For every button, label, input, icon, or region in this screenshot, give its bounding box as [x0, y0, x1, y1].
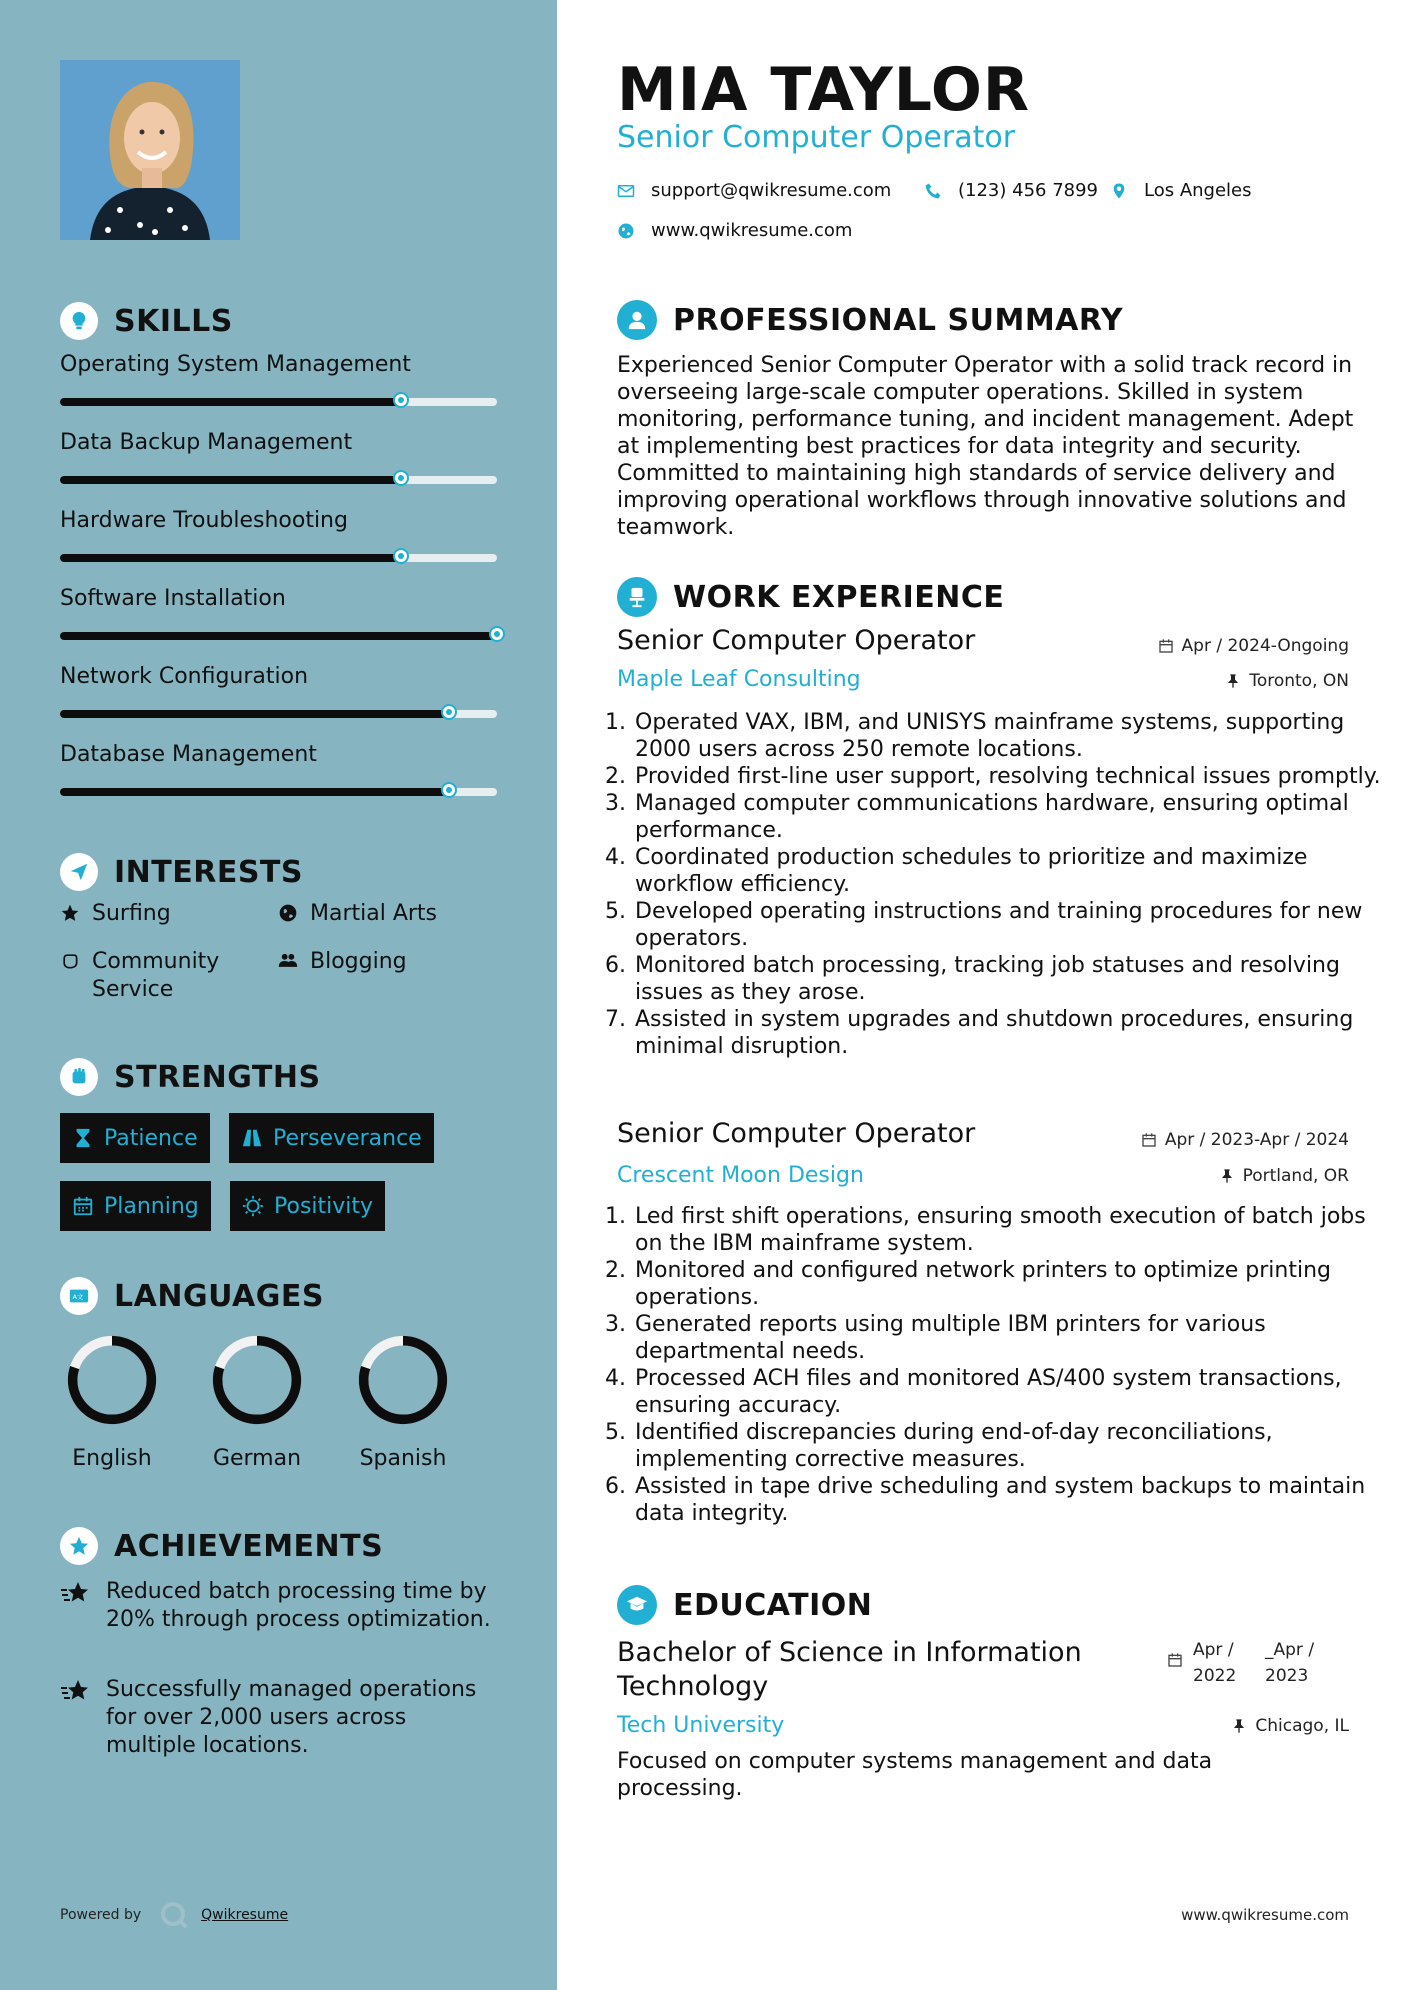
- skill-bar-fill: [60, 476, 401, 484]
- achievement-item: [60, 1676, 500, 1760]
- pushpin-icon: [1219, 1168, 1235, 1184]
- education-heading: [617, 1585, 872, 1625]
- candidate-role: Senior Computer Operator: [617, 120, 1016, 155]
- job-dates-text: Apr / 2024-Ongoing: [1181, 636, 1349, 656]
- duty-item: 5. Identified discrepancies during end-of-day reconciliations, implementing corrective measures.: [633, 1419, 1393, 1473]
- strengths-heading: [60, 1058, 321, 1096]
- skill-bar-fill: [60, 632, 497, 640]
- strength-label: Planning: [104, 1193, 199, 1219]
- job-company: Maple Leaf Consulting: [617, 667, 861, 692]
- achievement-item: [60, 1578, 500, 1634]
- website-text: www.qwikresume.com: [651, 220, 853, 241]
- strength-label: Patience: [104, 1125, 198, 1151]
- contact-phone[interactable]: [924, 180, 1098, 201]
- language-ring: [355, 1332, 451, 1428]
- envelope-icon: [617, 182, 635, 200]
- main-content: [557, 0, 1407, 1990]
- education-degree: Bachelor of Science in Information Technology: [617, 1637, 1082, 1702]
- strength-badge: [60, 1113, 210, 1163]
- summary-heading: [617, 300, 1123, 340]
- language-ring: [209, 1332, 305, 1428]
- strength-badge: [229, 1113, 434, 1163]
- fist-icon: [60, 1058, 98, 1096]
- trophy-star-icon: [60, 1678, 92, 1706]
- calendar-icon: [1158, 638, 1174, 654]
- paper-plane-icon: [60, 853, 98, 891]
- interest-item: [60, 900, 171, 928]
- education-location-text: Chicago, IL: [1255, 1716, 1349, 1736]
- skill-bar: [60, 398, 497, 406]
- skill-bar-knob: [489, 626, 505, 642]
- education-end-date: [1265, 1637, 1314, 1689]
- education-start-month: Apr /: [1193, 1640, 1234, 1660]
- job-dates: [1141, 1130, 1349, 1150]
- interest-label: Blogging: [310, 949, 407, 974]
- job-title: Senior Computer Operator: [617, 625, 976, 656]
- duty-item: 4. Processed ACH files and monitored AS/400 system transactions, ensuring accuracy.: [633, 1365, 1393, 1419]
- sun-icon: [242, 1195, 264, 1217]
- duty-item: 3. Managed computer communications hardware, ensuring optimal performance.: [633, 790, 1393, 844]
- skill-bar: [60, 710, 497, 718]
- strength-badge: [60, 1181, 211, 1231]
- qwikresume-logo-icon: [159, 1900, 189, 1930]
- map-pin-icon: [1110, 182, 1128, 200]
- languages-title: LANGUAGES: [114, 1278, 324, 1314]
- job-dates: [1158, 636, 1349, 656]
- interest-item: [278, 900, 437, 928]
- interest-item: [278, 948, 407, 976]
- contact-email[interactable]: [617, 180, 891, 201]
- language-ring: [64, 1332, 160, 1428]
- hourglass-icon: [72, 1127, 94, 1149]
- sidebar: [0, 0, 557, 1990]
- skill-bar-knob: [441, 704, 457, 720]
- language-item: [52, 1332, 172, 1471]
- skill-bar: [60, 788, 497, 796]
- job-duties: [607, 1203, 1393, 1527]
- job-location-text: Portland, OR: [1242, 1166, 1349, 1186]
- experience-heading: [617, 577, 1004, 617]
- duty-item: 6. Monitored batch processing, tracking job statuses and resolving issues as they arose.: [633, 952, 1393, 1006]
- pushpin-icon: [1225, 673, 1241, 689]
- candidate-name: MIA TAYLOR: [617, 55, 1031, 125]
- phone-text: (123) 456 7899: [958, 180, 1099, 201]
- skills-title: SKILLS: [114, 303, 233, 339]
- email-text: support@qwikresume.com: [651, 180, 892, 201]
- duty-item: 3. Generated reports using multiple IBM printers for various departmental needs.: [633, 1311, 1393, 1365]
- education-start-date: [1193, 1637, 1236, 1689]
- experience-title: WORK EXPERIENCE: [673, 579, 1005, 615]
- star-badge-icon: [60, 1527, 98, 1565]
- job-location-text: Toronto, ON: [1249, 671, 1349, 691]
- duty-item: 1. Operated VAX, IBM, and UNISYS mainframe systems, supporting 2000 users across 250 remote locations.: [633, 709, 1393, 763]
- job-company: Crescent Moon Design: [617, 1163, 864, 1188]
- graduate-icon: [617, 1585, 657, 1625]
- achievement-text: Successfully managed operations for over 2,000 users across multiple locations.: [106, 1677, 477, 1758]
- summary-title: PROFESSIONAL SUMMARY: [673, 302, 1124, 338]
- skill-bar-fill: [60, 710, 449, 718]
- interest-label: Martial Arts: [310, 901, 438, 926]
- achievements-title: ACHIEVEMENTS: [114, 1528, 384, 1564]
- footer-website[interactable]: www.qwikresume.com: [1181, 1906, 1349, 1924]
- achievements-heading: [60, 1527, 383, 1565]
- skill-bar: [60, 554, 497, 562]
- interest-item: [60, 948, 240, 1004]
- skill-bar-fill: [60, 398, 401, 406]
- skill-bar-knob: [441, 782, 457, 798]
- lightbulb-icon: [60, 302, 98, 340]
- skill-name: Network Configuration: [60, 664, 309, 689]
- skill-name: Database Management: [60, 742, 317, 767]
- duty-item: 6. Assisted in tape drive scheduling and system backups to maintain data integrity.: [633, 1473, 1393, 1527]
- skill-name: Hardware Troubleshooting: [60, 508, 348, 533]
- language-card-icon: [60, 1277, 98, 1315]
- skill-bar-knob: [393, 392, 409, 408]
- star-icon: [60, 903, 80, 923]
- languages-heading: [60, 1277, 324, 1315]
- hand-icon: [60, 951, 80, 971]
- interests-title: INTERESTS: [114, 854, 303, 890]
- skill-bar: [60, 476, 497, 484]
- profile-photo: [60, 60, 240, 240]
- svg-text:A文: A文: [72, 1292, 84, 1301]
- phone-icon: [924, 182, 942, 200]
- interests-heading: [60, 853, 303, 891]
- education-start-year: 2022: [1193, 1666, 1237, 1686]
- road-icon: [241, 1127, 263, 1149]
- skill-bar-knob: [393, 470, 409, 486]
- language-item: [343, 1332, 463, 1471]
- contact-website[interactable]: [617, 220, 852, 241]
- skill-bar: [60, 632, 497, 640]
- globe-icon: [617, 222, 635, 240]
- calendar-icon: [72, 1195, 94, 1217]
- powered-by-label: Powered by: [60, 1907, 142, 1923]
- skill-bar-fill: [60, 788, 449, 796]
- pushpin-icon: [1231, 1718, 1247, 1734]
- job-location: [1225, 671, 1349, 691]
- duty-item: 2. Monitored and configured network printers to optimize printing operations.: [633, 1257, 1393, 1311]
- job-dates-text: Apr / 2023-Apr / 2024: [1164, 1130, 1349, 1150]
- interest-label: Community Service: [92, 949, 220, 1002]
- duty-item: 5. Developed operating instructions and training procedures for new operators.: [633, 898, 1393, 952]
- trophy-star-icon: [60, 1580, 92, 1608]
- user-icon: [617, 300, 657, 340]
- job-title: Senior Computer Operator: [617, 1118, 976, 1149]
- duty-item: 2. Provided first-line user support, resolving technical issues promptly.: [633, 763, 1393, 790]
- duty-item: 1. Led first shift operations, ensuring smooth execution of batch jobs on the IBM mainframe system.: [633, 1203, 1393, 1257]
- contact-location: [1110, 180, 1252, 201]
- interest-label: Surfing: [92, 901, 171, 926]
- strength-label: Positivity: [274, 1193, 374, 1219]
- summary-text: Experienced Senior Computer Operator with a solid track record in overseeing large-scale computer operations. Skilled in system monitoring, performance tuning, and incident management. Adept at implementing best practices for data integrity and security. Committed to maintaining high standards of service delivery and improving operational workflows through innovative solutions and teamwork.: [617, 353, 1354, 540]
- skill-name: Software Installation: [60, 586, 286, 611]
- strengths-title: STRENGTHS: [114, 1059, 321, 1095]
- strength-badge: [230, 1181, 385, 1231]
- location-text: Los Angeles: [1144, 180, 1252, 201]
- duty-item: 7. Assisted in system upgrades and shutdown procedures, ensuring minimal disruption.: [633, 1006, 1393, 1060]
- job-duties: [607, 709, 1393, 1060]
- chair-icon: [617, 577, 657, 617]
- users-icon: [278, 951, 298, 971]
- powered-by: [60, 1900, 288, 1930]
- education-title: EDUCATION: [673, 1587, 873, 1623]
- duty-item: 4. Coordinated production schedules to prioritize and maximize workflow efficiency.: [633, 844, 1393, 898]
- strength-label: Perseverance: [273, 1125, 422, 1151]
- achievement-text: Reduced batch processing time by 20% through process optimization.: [106, 1579, 491, 1632]
- language-item: [197, 1332, 317, 1471]
- education-end-year: 2023: [1265, 1666, 1309, 1686]
- education-location: [1231, 1716, 1349, 1736]
- job-location: [1219, 1166, 1349, 1186]
- language-name: Spanish: [359, 1446, 447, 1471]
- skill-bar-knob: [393, 548, 409, 564]
- skill-name: Data Backup Management: [60, 430, 353, 455]
- skills-heading: [60, 302, 233, 340]
- language-name: German: [212, 1446, 302, 1471]
- education-end-month: _Apr /: [1265, 1640, 1315, 1660]
- education-school: Tech University: [617, 1713, 785, 1738]
- education-description: Focused on computer systems management and data processing.: [617, 1749, 1213, 1801]
- qwikresume-link[interactable]: Qwikresume: [201, 1907, 289, 1923]
- language-name: English: [72, 1446, 152, 1471]
- calendar-icon: [1141, 1132, 1157, 1148]
- skill-name: Operating System Management: [60, 352, 411, 377]
- globe-icon: [278, 903, 298, 923]
- skill-bar-fill: [60, 554, 401, 562]
- calendar-icon: [1167, 1652, 1183, 1668]
